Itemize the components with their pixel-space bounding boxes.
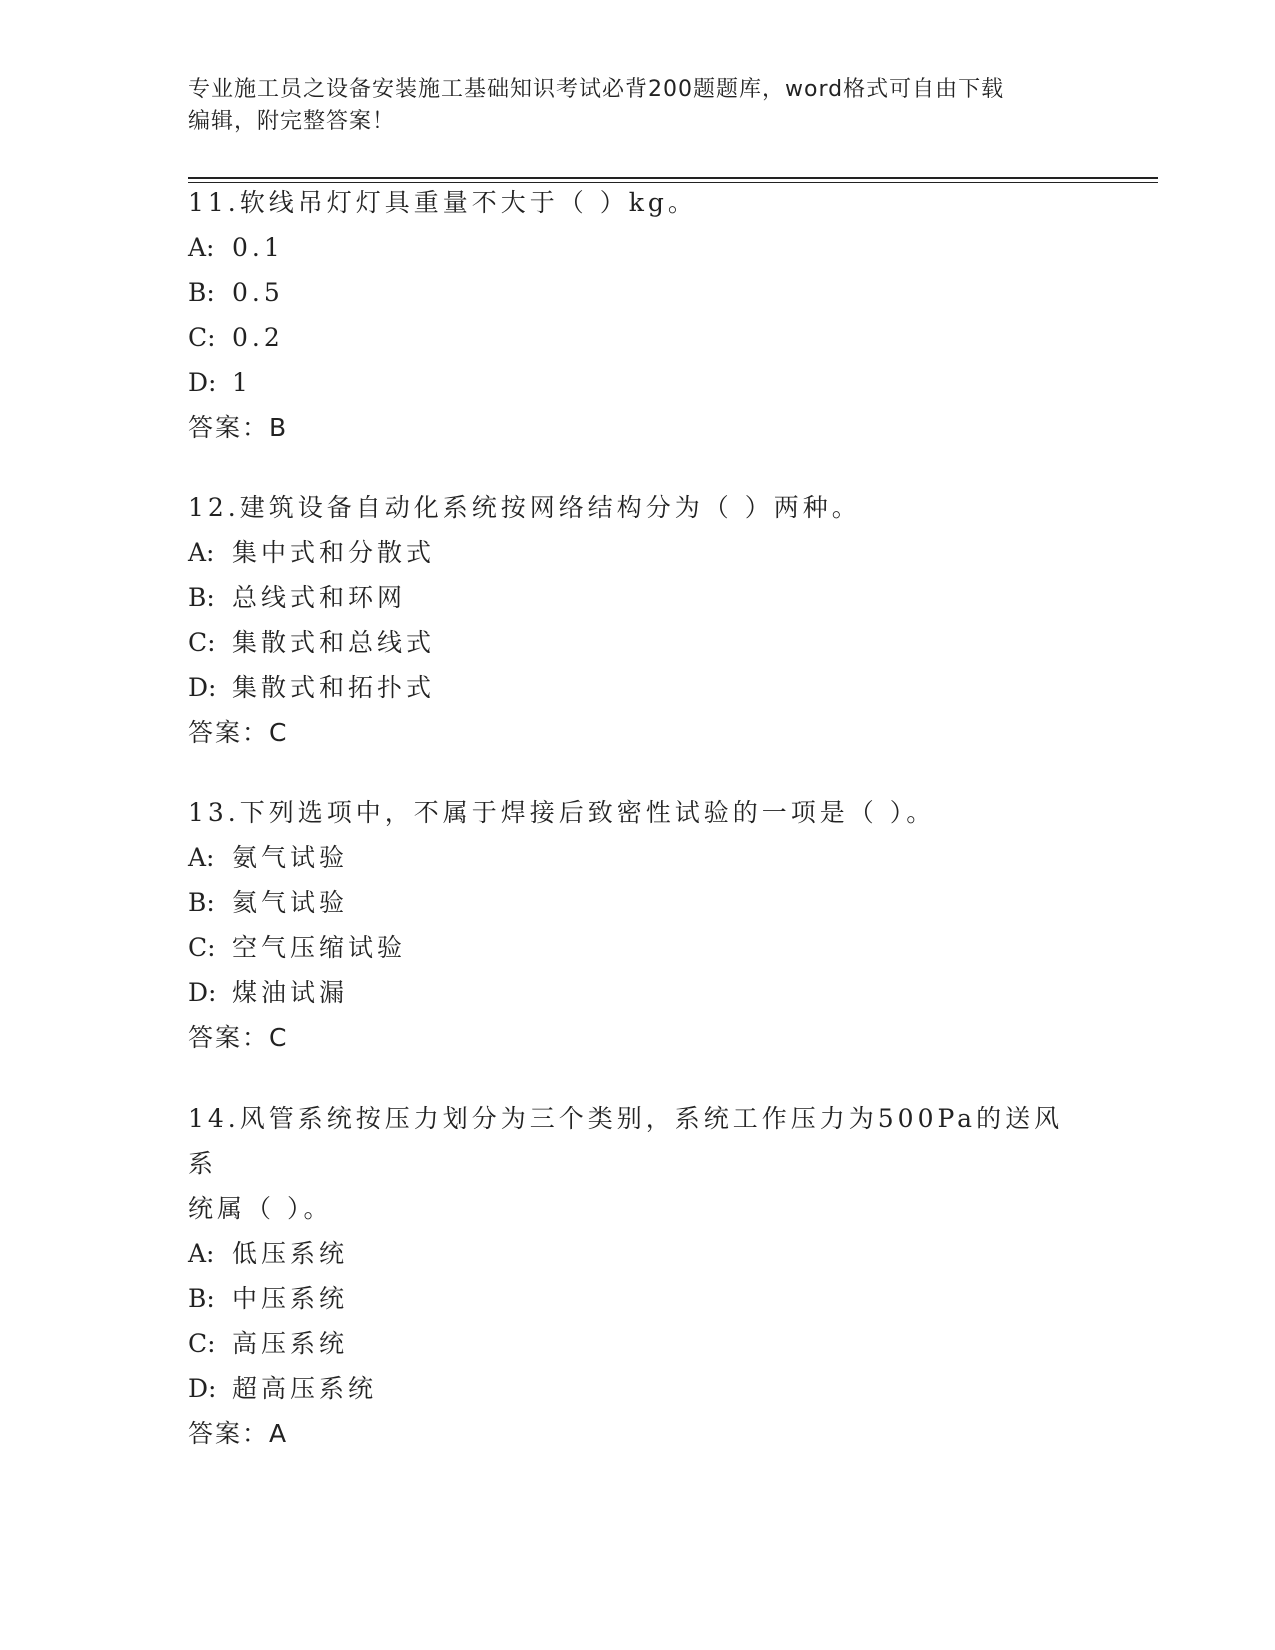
option-d: [188, 360, 1088, 405]
option-key: D:: [188, 978, 217, 1007]
option-text: 0.5: [232, 278, 284, 307]
option-text: 超高压系统: [232, 1374, 378, 1403]
answer-line: [188, 1411, 1088, 1456]
option-text: 煤油试漏: [232, 978, 349, 1007]
option-key: C:: [188, 1329, 216, 1358]
option-key: D:: [188, 1374, 217, 1403]
option-key: A:: [188, 233, 215, 262]
option-text: 氦气试验: [232, 888, 349, 917]
option-key: A:: [188, 538, 215, 567]
option-c: [188, 620, 1088, 665]
option-text: 中压系统: [232, 1284, 349, 1313]
option-c: [188, 925, 1088, 970]
answer-value: B: [269, 413, 289, 442]
option-d: [188, 665, 1088, 710]
answer-value: A: [269, 1419, 289, 1448]
question-13: [188, 790, 1088, 1060]
document-header: [188, 74, 1068, 138]
answer-value: C: [269, 718, 289, 747]
option-a: [188, 225, 1088, 270]
answer-label: 答案：: [188, 718, 270, 747]
answer-label: 答案：: [188, 1023, 270, 1052]
option-a: [188, 835, 1088, 880]
option-key: C:: [188, 933, 216, 962]
option-text: 集散式和拓扑式: [232, 673, 436, 702]
question-stem: 13.下列选项中，不属于焊接后致密性试验的一项是（ ）。: [188, 798, 936, 827]
header-line-1: 专业施工员之设备安装施工基础知识考试必背200题题库，word格式可自由下载: [188, 77, 1005, 102]
option-text: 氨气试验: [232, 843, 349, 872]
header-line-2: 编辑，附完整答案！: [188, 109, 396, 134]
answer-label: 答案：: [188, 413, 270, 442]
question-stem: 11.软线吊灯灯具重量不大于（ ）kg。: [188, 188, 697, 217]
option-text: 集散式和总线式: [232, 628, 436, 657]
option-a: [188, 530, 1088, 575]
answer-line: [188, 710, 1088, 755]
answer-value: C: [269, 1023, 289, 1052]
option-text: 1: [232, 368, 252, 397]
option-text: 空气压缩试验: [232, 933, 407, 962]
option-b: [188, 880, 1088, 925]
option-c: [188, 1321, 1088, 1366]
question-12: [188, 485, 1088, 755]
question-stem: 14.风管系统按压力划分为三个类别，系统工作压力为500Pa的送风系: [188, 1104, 1064, 1178]
option-b: [188, 575, 1088, 620]
option-key: B:: [188, 1284, 215, 1313]
question-14: [188, 1096, 1088, 1456]
option-key: A:: [188, 843, 215, 872]
option-text: 总线式和环网: [232, 583, 407, 612]
answer-label: 答案：: [188, 1419, 270, 1448]
option-key: B:: [188, 888, 215, 917]
option-d: [188, 970, 1088, 1015]
option-key: C:: [188, 628, 216, 657]
option-c: [188, 315, 1088, 360]
answer-line: [188, 1015, 1088, 1060]
option-d: [188, 1366, 1088, 1411]
question-stem: 12.建筑设备自动化系统按网络结构分为（ ）两种。: [188, 493, 861, 522]
question-stem-continued: 统属（ ）。: [188, 1194, 333, 1223]
option-key: B:: [188, 583, 215, 612]
answer-line: [188, 405, 1088, 450]
question-11: [188, 180, 1088, 450]
option-text: 低压系统: [232, 1239, 349, 1268]
option-text: 0.1: [232, 233, 284, 262]
option-key: B:: [188, 278, 215, 307]
option-text: 高压系统: [232, 1329, 349, 1358]
option-key: D:: [188, 673, 217, 702]
option-b: [188, 1276, 1088, 1321]
option-key: C:: [188, 323, 216, 352]
option-text: 集中式和分散式: [232, 538, 436, 567]
option-b: [188, 270, 1088, 315]
option-text: 0.2: [232, 323, 284, 352]
option-key: D:: [188, 368, 217, 397]
option-a: [188, 1231, 1088, 1276]
option-key: A:: [188, 1239, 215, 1268]
header-divider-thick: [188, 177, 1158, 179]
